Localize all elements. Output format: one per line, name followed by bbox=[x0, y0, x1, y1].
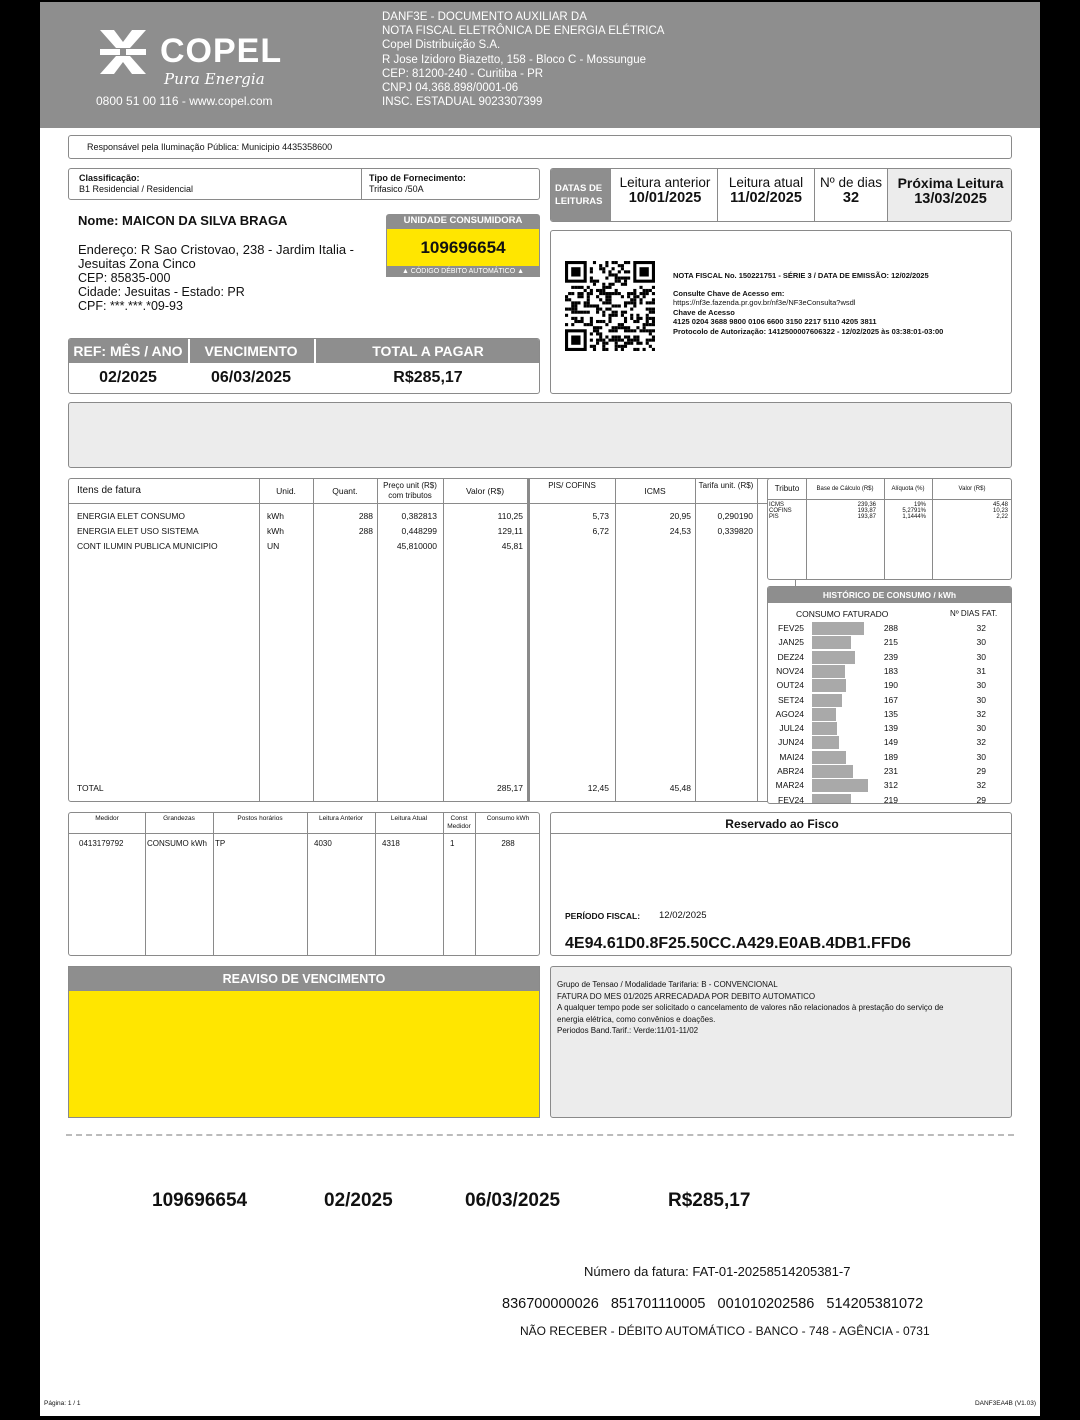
invoice-page bbox=[40, 2, 1040, 1416]
historico-valor: 189 bbox=[883, 751, 898, 762]
medidor-cell: TP bbox=[215, 839, 226, 848]
medidor-cell: 4030 bbox=[314, 839, 332, 848]
unidade-consumidora: UNIDADE CONSUMIDORA 109696654 ▲ CÓDIGO DÉBITO AUTOMÁTICO ▲ bbox=[386, 214, 540, 279]
historico-valor: 139 bbox=[883, 723, 898, 734]
canhoto-ref: 02/2025 bbox=[324, 1190, 393, 1211]
itens-cell: kWh bbox=[267, 511, 284, 521]
historico-valor: 215 bbox=[883, 637, 898, 648]
historico-mes: SET24 bbox=[778, 694, 804, 705]
historico-valor: 231 bbox=[883, 766, 898, 776]
numero-fatura: Número da fatura: FAT-01-20258514205381-7 bbox=[584, 1264, 851, 1279]
pagamento-box: REF: MÊS / ANO VENCIMENTO TOTAL A PAGAR 02/2025 06/03/2025 R$285,17 bbox=[68, 338, 540, 394]
qr-code[interactable] bbox=[565, 261, 655, 351]
versao: DANF3EA4B (V1.03) bbox=[974, 1400, 1036, 1407]
historico-bar bbox=[812, 694, 842, 707]
historico-bar bbox=[812, 679, 846, 692]
historico-mes: NOV24 bbox=[776, 665, 804, 676]
mensagem-area bbox=[68, 402, 1012, 468]
tributo-cell: 1,1444% bbox=[902, 514, 926, 520]
historico-dias: 30 bbox=[976, 651, 986, 662]
medidor-header: Medidor bbox=[95, 815, 119, 822]
historico-valor: 135 bbox=[883, 708, 898, 719]
linha-digitavel[interactable]: 836700000026 851701110005 001010202586 514205381072 bbox=[502, 1296, 924, 1312]
historico-valor: 312 bbox=[883, 780, 898, 791]
itens-cell: UN bbox=[267, 541, 280, 551]
historico-dias: 30 bbox=[976, 723, 986, 734]
historico-mes: JUL24 bbox=[779, 723, 804, 734]
itens-total-cell: 12,45 bbox=[587, 783, 609, 793]
itens-cell: ENERGIA ELET CONSUMO bbox=[77, 511, 186, 521]
historico-dias: 32 bbox=[976, 623, 986, 633]
contact-info: 0800 51 00 116 - www.copel.com bbox=[96, 94, 273, 108]
cliente-info: Nome: MAICON DA SILVA BRAGA Endereço: R Sao Cristovao, 238 - Jardim Italia - Jesuitas Zona Cinco CEP: 85835-000 Cidade: Jesuitas - Estado: PR CPF: ***.***.*09-93 bbox=[78, 213, 355, 313]
historico-mes: ABR24 bbox=[777, 766, 804, 776]
itens-cell: 288 bbox=[358, 526, 373, 536]
itens-total-cell: 285,17 bbox=[497, 783, 523, 793]
historico-mes: OUT24 bbox=[776, 680, 804, 691]
historico-valor: 149 bbox=[883, 737, 898, 748]
medidor-table bbox=[68, 812, 540, 956]
tributo-cell: 239,36 bbox=[857, 502, 876, 508]
aviso-debito: NÃO RECEBER - DÉBITO AUTOMÁTICO - BANCO - 748 - AGÊNCIA - 0731 bbox=[520, 1324, 930, 1338]
nota-fiscal-box: NOTA FISCAL No. 150221751 - SÉRIE 3 / DATA DE EMISSÃO: 12/02/2025 Consulte Chave de Acesso em: https://nf3e.fazenda.pr.gov.br/nf3e/NF3eConsulta?wsdl Chave de Acesso 4125 0204 3688 9800 0106 6600 3150 2217 5110 4205 3811 Protocolo de Autorização: 1412500007606322 - 12/02/2025 às 03:38:01-03:00 bbox=[550, 230, 1012, 394]
itens-fatura-table: Itens de fatura Unid. Quant. Preço unit (R$) com tributos Valor (R$) PIS/ COFINS ICMS Tarifa unit. (R$) ENERGIA ELET CONSUMO kWh 288 0,382813 110,25 5,73 20,95 0,290190 ENERGIA ELET USO SISTEMA kWh 288 0,448299 129,11 6,72 24,53 0,339820 CONT ILUMIN PUBLICA MUNICIPIO UN 45,810000 45,81 TOTAL 285,17 12,45 45,48 bbox=[68, 478, 796, 802]
classificacao-box: Classificação: B1 Residencial / Residencial Tipo de Fornecimento: Trifasico /50A bbox=[68, 168, 540, 200]
fisco-hash: 4E94.61D0.8F25.50CC.A429.E0AB.4DB1.FFD6 bbox=[565, 935, 911, 952]
medidor-cell: CONSUMO kWh bbox=[147, 839, 207, 848]
historico-dias: 29 bbox=[976, 794, 986, 804]
historico-mes: DEZ24 bbox=[777, 651, 804, 662]
tributo-cell: PIS bbox=[769, 514, 779, 520]
itens-cell: 6,72 bbox=[592, 526, 609, 536]
historico-dias: 32 bbox=[976, 737, 986, 748]
itens-total-cell: TOTAL bbox=[77, 783, 104, 793]
itens-cell: 129,11 bbox=[497, 526, 523, 536]
itens-cell: 24,53 bbox=[669, 526, 691, 536]
historico-dias: 32 bbox=[976, 708, 986, 719]
responsavel-box: Responsável pela Iluminação Pública: Municipio 4435358600 bbox=[68, 135, 1012, 159]
itens-cell: 20,95 bbox=[669, 511, 691, 521]
vencimento: 06/03/2025 bbox=[210, 369, 292, 386]
itens-cell: CONT ILUMIN PUBLICA MUNICIPIO bbox=[77, 541, 218, 551]
tributo-cell: 193,87 bbox=[857, 514, 876, 520]
tributo-cell: 19% bbox=[913, 502, 926, 508]
itens-cell: kWh bbox=[267, 526, 284, 536]
tributo-cell: 2,22 bbox=[996, 514, 1008, 520]
historico-bar bbox=[812, 722, 837, 735]
tributo-cell: 5,2791% bbox=[902, 508, 926, 514]
historico-consumo: HISTÓRICO DE CONSUMO / kWh CONSUMO FATURADO Nº DIAS FAT. FEV25 288 32 JAN25 215 30 DEZ24 239 30 NOV24 183 31 OUT24 190 30 SET24 167 30 AGO24 135 32 JUL24 139 30 JUN24 149 32 MAI24 189 30 ABR24 231 29 MAR24 312 32 FEV24 219 29 bbox=[767, 586, 1012, 804]
ref-mes-ano: 02/2025 bbox=[99, 369, 157, 386]
historico-bar bbox=[812, 794, 851, 804]
historico-bar bbox=[812, 765, 853, 778]
itens-cell: 5,73 bbox=[592, 511, 609, 521]
historico-bar bbox=[812, 636, 851, 649]
itens-cell: 45,81 bbox=[501, 541, 523, 551]
itens-cell: ENERGIA ELET USO SISTEMA bbox=[77, 526, 199, 536]
historico-bar bbox=[812, 751, 846, 764]
historico-dias: 30 bbox=[976, 694, 986, 705]
company-info: DANF3E - DOCUMENTO AUXILIAR DA NOTA FISCAL ELETRÔNICA DE ENERGIA ELÉTRICA Copel Distribuição S.A. R Jose Izidoro Biazetto, 158 - Bloco C - Mossungue CEP: 81200-240 - Curitiba - PR CNPJ 04.368.898/0001-06 INSC. ESTADUAL 9023307399 bbox=[382, 11, 665, 109]
itens-total-cell: 45,48 bbox=[669, 783, 691, 793]
total-a-pagar: R$285,17 bbox=[393, 369, 463, 386]
historico-mes: FEV25 bbox=[778, 623, 804, 633]
historico-bar bbox=[812, 651, 855, 664]
historico-valor: 219 bbox=[883, 794, 898, 804]
historico-valor: 288 bbox=[883, 623, 898, 633]
historico-dias: 30 bbox=[976, 637, 986, 648]
fisco-box: Reservado ao Fisco PERÍODO FISCAL: 12/02/2025 4E94.61D0.8F25.50CC.A429.E0AB.4DB1.FFD6 bbox=[550, 812, 1012, 956]
historico-dias: 30 bbox=[976, 680, 986, 691]
itens-cell: 0,290190 bbox=[717, 511, 753, 521]
historico-mes: JUN24 bbox=[778, 737, 804, 748]
datas-leituras: DATAS DE LEITURAS Leitura anterior 10/01/2025 Leitura atual 11/02/2025 Nº de dias 32 Próxima Leitura 13/03/2025 bbox=[550, 168, 1012, 222]
itens-cell: 0,382813 bbox=[401, 511, 437, 521]
historico-valor: 190 bbox=[883, 680, 898, 691]
historico-valor: 167 bbox=[883, 694, 898, 705]
historico-mes: MAR24 bbox=[775, 780, 804, 791]
medidor-cell: 4318 bbox=[382, 839, 400, 848]
itens-cell: 0,339820 bbox=[717, 526, 753, 536]
canhoto-total: R$285,17 bbox=[668, 1190, 751, 1211]
historico-mes: FEV24 bbox=[778, 794, 804, 804]
tributo-cell: 193,87 bbox=[857, 508, 876, 514]
tributo-cell: COFINS bbox=[769, 508, 792, 514]
tributos-table: Tributo Base de Cálculo (R$) Alíquota (%) Valor (R$) ICMS 239,36 19% 45,48 COFINS 193,87 5,2791% 10,23 PIS 193,87 1,1444% 2,22 bbox=[767, 478, 1012, 580]
historico-dias: 31 bbox=[976, 665, 986, 676]
historico-mes: MAI24 bbox=[779, 751, 804, 762]
historico-dias: 32 bbox=[976, 780, 986, 791]
tributo-cell: 45,48 bbox=[992, 502, 1008, 508]
mensagens-box: Grupo de Tensao / Modalidade Tarifaria: B - CONVENCIONAL FATURA DO MES 01/2025 ARRECADADA POR DEBITO AUTOMATICO A qualquer tempo pode ser solicitado o cancelamento de valores não relacionados à prestação do serviço de energia elétrica, como convênios e doações. Periodos Band.Tarif.: Verde:11/01-11/02 bbox=[550, 966, 1012, 1118]
medidor-header: Const Medidor bbox=[447, 815, 471, 830]
historico-mes: JAN25 bbox=[778, 637, 804, 648]
historico-bar bbox=[812, 665, 845, 678]
historico-valor: 183 bbox=[883, 665, 898, 676]
medidor-header: Postos horários bbox=[237, 815, 283, 822]
historico-bar bbox=[812, 622, 864, 635]
brand-name: COPEL bbox=[160, 32, 283, 70]
itens-cell: 0,448299 bbox=[401, 526, 437, 536]
historico-dias: 29 bbox=[976, 766, 986, 776]
medidor-cell: 1 bbox=[450, 839, 455, 848]
reaviso-box: REAVISO DE VENCIMENTO bbox=[68, 966, 540, 1118]
itens-cell: 110,25 bbox=[497, 511, 523, 521]
cut-line bbox=[66, 1134, 1014, 1136]
historico-bar bbox=[812, 708, 836, 721]
canhoto-uc: 109696654 bbox=[152, 1190, 248, 1211]
copel-logo-icon bbox=[98, 28, 148, 76]
medidor-header: Consumo kWh bbox=[486, 815, 530, 822]
medidor-header: Leitura Atual bbox=[390, 815, 428, 822]
historico-dias: 30 bbox=[976, 751, 986, 762]
historico-bar bbox=[812, 736, 839, 749]
tributo-cell: 10,23 bbox=[992, 508, 1008, 514]
brand-tagline: Pura Energia bbox=[164, 70, 265, 88]
itens-cell: 288 bbox=[358, 511, 373, 521]
pagina: Página: 1 / 1 bbox=[44, 1400, 81, 1407]
historico-valor: 239 bbox=[883, 651, 898, 662]
canhoto-venc: 06/03/2025 bbox=[465, 1190, 561, 1211]
medidor-header: Grandezas bbox=[163, 815, 195, 822]
historico-bar bbox=[812, 779, 868, 792]
itens-cell: 45,810000 bbox=[396, 541, 437, 551]
medidor-cell: 0413179792 bbox=[79, 839, 124, 848]
historico-mes: AGO24 bbox=[775, 708, 804, 719]
tributo-cell: ICMS bbox=[769, 502, 784, 508]
header bbox=[40, 2, 1040, 128]
medidor-header: Leitura Anterior bbox=[318, 815, 364, 822]
medidor-cell: 288 bbox=[501, 839, 515, 848]
